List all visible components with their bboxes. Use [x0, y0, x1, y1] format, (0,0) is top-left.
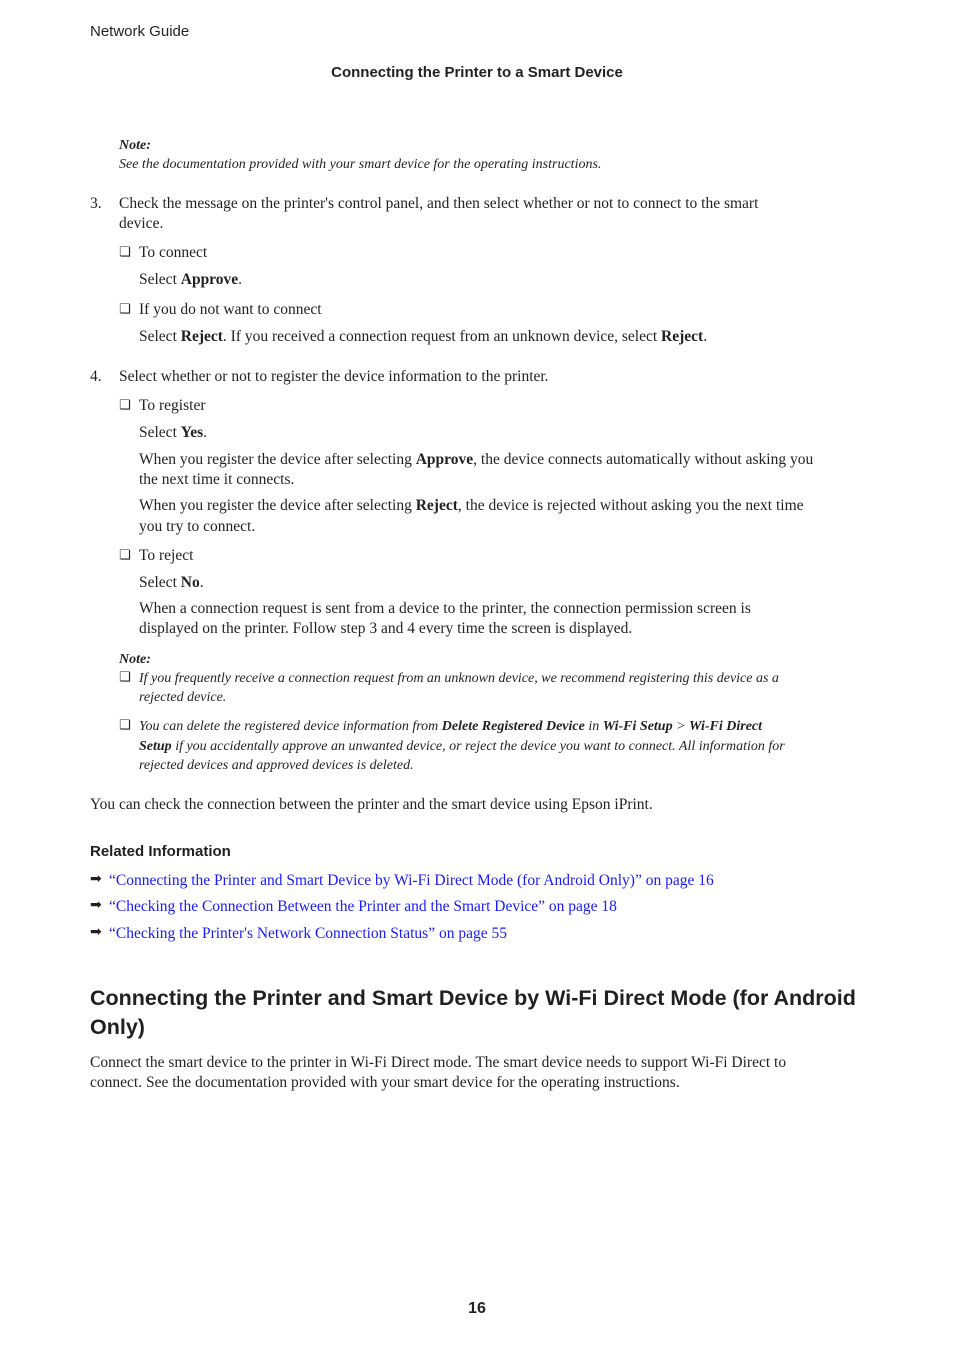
- paragraph: connect. See the documentation provided with your smart device for the operating instructions.: [90, 1074, 680, 1091]
- related-link[interactable]: “Connecting the Printer and Smart Device by Wi-Fi Direct Mode (for Android Only)” on page 16: [109, 872, 714, 889]
- arrow-right-icon: ➡: [90, 924, 102, 940]
- note-text: See the documentation provided with your smart device for the operating instructions.: [119, 157, 602, 172]
- related-link[interactable]: “Checking the Printer's Network Connection Status” on page 55: [109, 925, 507, 942]
- option-text: Select No.: [139, 574, 204, 591]
- checkbox-icon: ❏: [119, 302, 131, 317]
- paragraph: displayed on the printer. Follow step 3 and 4 every time the screen is displayed.: [139, 620, 633, 637]
- step-text: Select whether or not to register the device information to the printer.: [119, 368, 549, 385]
- option-text: Select Yes.: [139, 424, 208, 441]
- related-info-heading: Related Information: [90, 843, 231, 860]
- section-title: [90, 984, 856, 1042]
- paragraph: When a connection request is sent from a device to the printer, the connection permission screen is: [139, 600, 751, 617]
- paragraph: When you register the device after selecting Reject, the device is rejected without asking you the next time: [139, 497, 804, 514]
- step-number: 3.: [90, 195, 102, 212]
- related-link[interactable]: “Checking the Connection Between the Printer and the Smart Device” on page 18: [109, 898, 617, 915]
- checkbox-icon: ❏: [119, 398, 131, 413]
- note-label: Note:: [119, 138, 151, 153]
- guide-title: Network Guide: [90, 23, 190, 40]
- arrow-right-icon: ➡: [90, 871, 102, 887]
- page-number: 16: [468, 1300, 486, 1317]
- paragraph: You can check the connection between the printer and the smart device using Epson iPrint.: [90, 796, 653, 813]
- checkbox-icon: ❏: [119, 670, 131, 685]
- paragraph: you try to connect.: [139, 518, 256, 535]
- section-title-line: Only): [90, 1015, 145, 1039]
- checkbox-icon: ❏: [119, 718, 131, 733]
- step-text: device.: [119, 215, 164, 232]
- paragraph: the next time it connects.: [139, 471, 295, 488]
- note-label: Note:: [119, 652, 151, 667]
- section-title-line: Connecting the Printer and Smart Device by Wi-Fi Direct Mode (for Android: [90, 986, 856, 1010]
- step-number: 4.: [90, 368, 102, 385]
- paragraph: Connect the smart device to the printer in Wi-Fi Direct mode. The smart device needs to support Wi-Fi Direct to: [90, 1054, 787, 1071]
- option-title: To reject: [139, 547, 194, 564]
- note-text: rejected devices and approved devices is deleted.: [139, 758, 414, 773]
- option-text: Select Approve.: [139, 271, 243, 288]
- checkbox-icon: ❏: [119, 245, 131, 260]
- option-title: To register: [139, 397, 206, 414]
- arrow-right-icon: ➡: [90, 897, 102, 913]
- step-text: Check the message on the printer's control panel, and then select whether or not to connect to the smart: [119, 195, 759, 212]
- option-text: Select Reject. If you received a connection request from an unknown device, select Reject.: [139, 328, 708, 345]
- chapter-title: Connecting the Printer to a Smart Device: [331, 64, 623, 81]
- option-title: To connect: [139, 244, 208, 261]
- note-text: You can delete the registered device information from Delete Registered Device in Wi-Fi Setup > Wi-Fi Direct: [139, 719, 763, 734]
- note-text: rejected device.: [139, 690, 227, 705]
- option-title: If you do not want to connect: [139, 301, 322, 318]
- checkbox-icon: ❏: [119, 548, 131, 563]
- note-text: If you frequently receive a connection request from an unknown device, we recommend registering this device as a: [139, 671, 779, 686]
- paragraph: When you register the device after selecting Approve, the device connects automatically without asking you: [139, 451, 814, 468]
- note-text: Setup if you accidentally approve an unwanted device, or reject the device you want to connect. All information for: [139, 739, 785, 754]
